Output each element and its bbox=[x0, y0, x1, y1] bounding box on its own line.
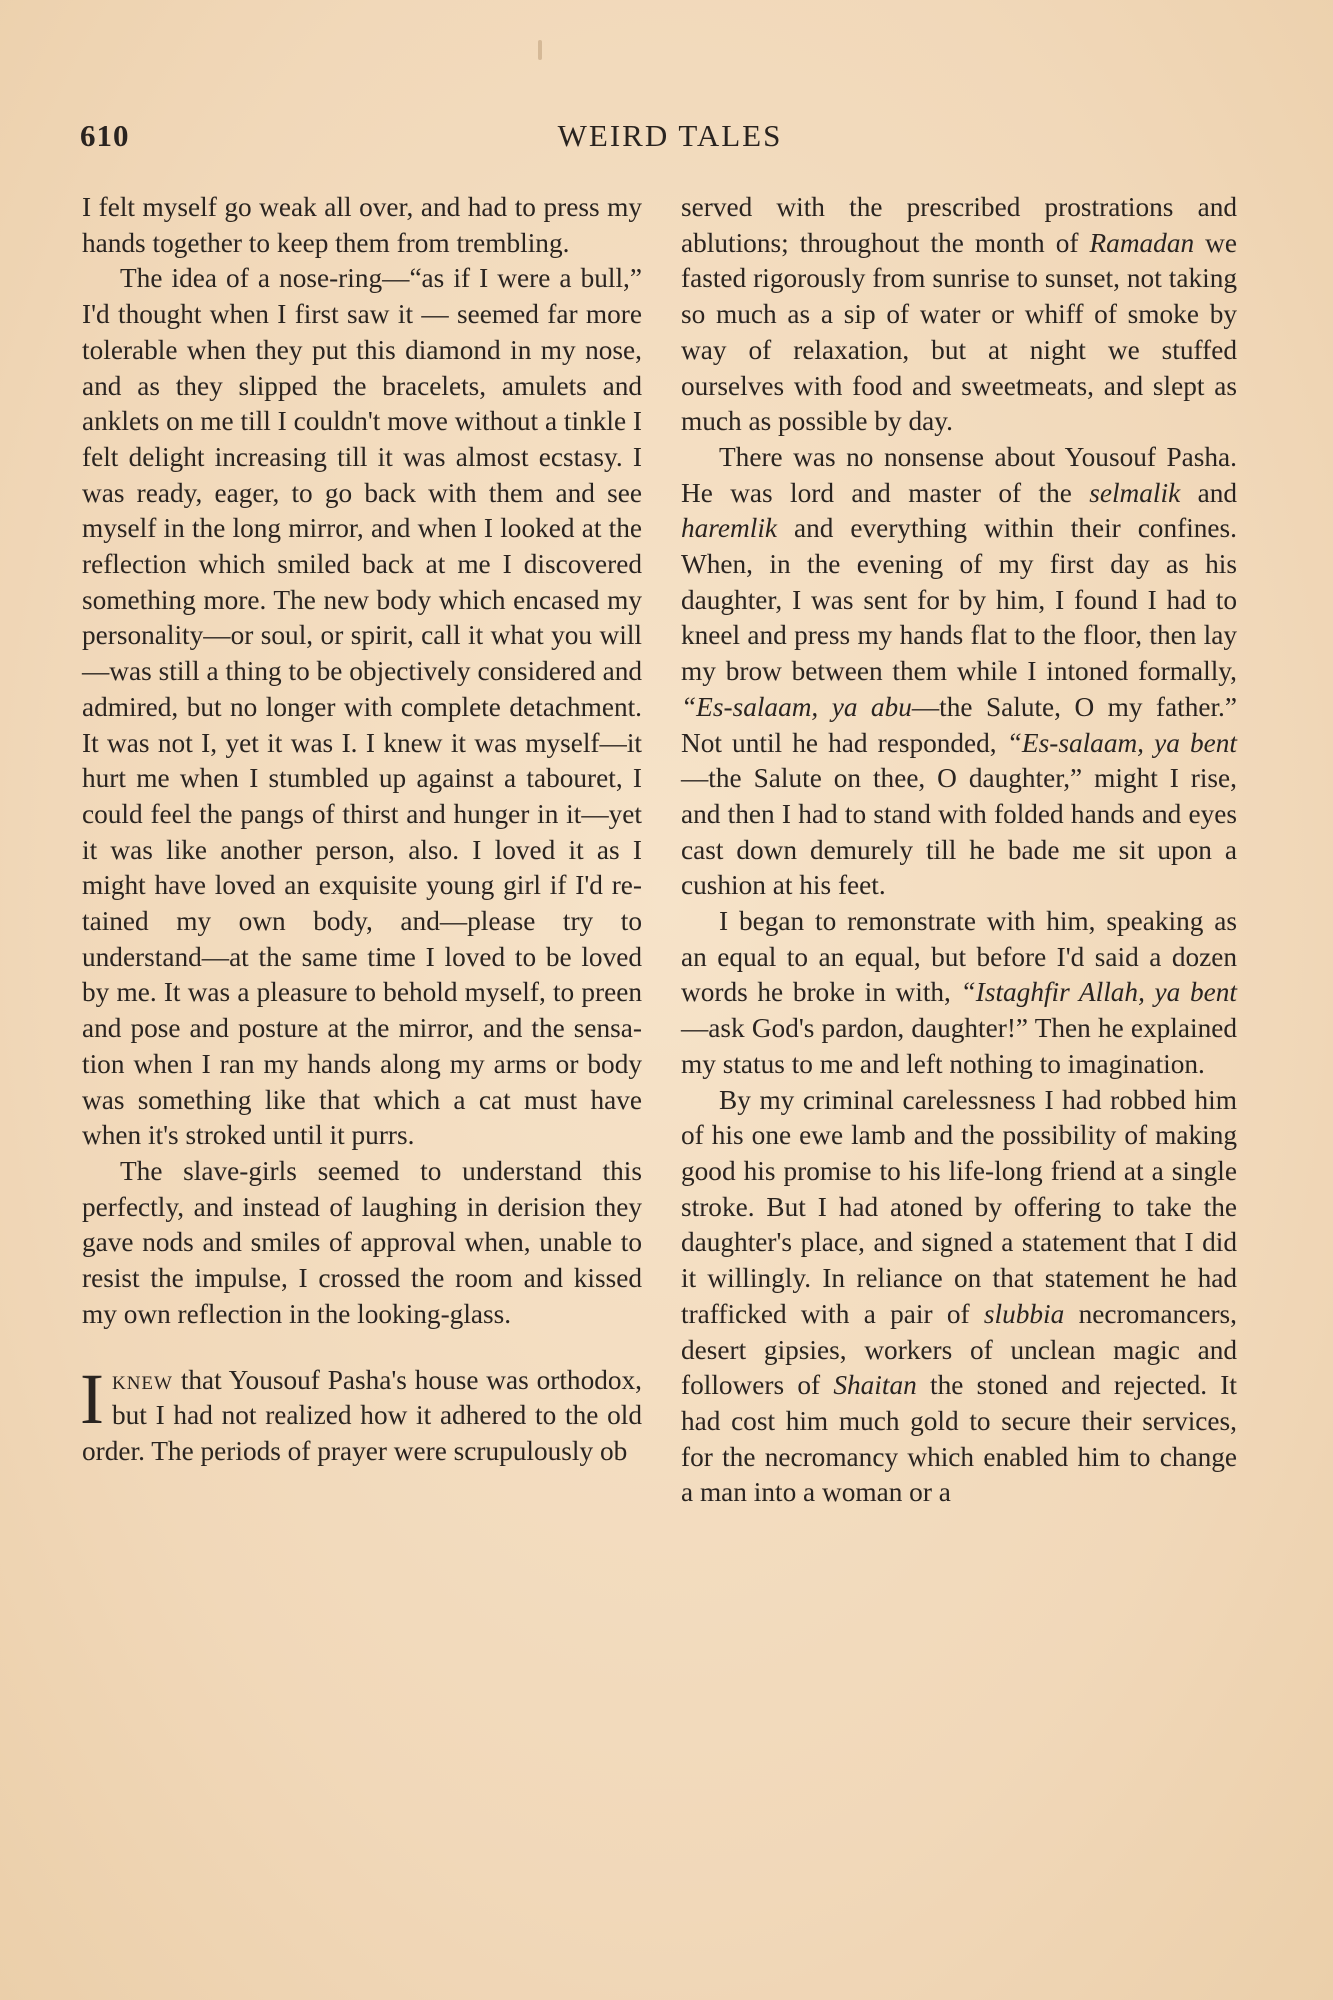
text-segment: the stoned and rejected. It had cost him much gold to secure their services, for the necromancy which enabled him to change a man into a woman or a bbox=[681, 1370, 1237, 1508]
italic-term: haremlik bbox=[681, 513, 778, 544]
paragraph bbox=[681, 190, 1237, 440]
left-column bbox=[82, 190, 642, 1470]
text-segment: —the Salute, O my father.” Not until he had responded, bbox=[681, 691, 1237, 758]
page-smudge bbox=[538, 40, 542, 60]
right-column bbox=[681, 190, 1237, 1511]
text-segment: —the Salute on thee, O daughter,” might I rise, and then I had to stand with folded hands and eyes cast down demurely till he bade me sit upon a cushion at his feet. bbox=[681, 763, 1237, 901]
text-segment: served with the prescribed prostrations and ablutions; throughout the month of bbox=[681, 192, 1237, 258]
paragraph: I felt myself go weak all over, and had to press my hands together to keep them from trembling. bbox=[82, 192, 642, 258]
running-title: WEIRD TALES bbox=[557, 118, 783, 153]
italic-term: Shaitan bbox=[833, 1370, 917, 1401]
paragraph-text: that Yousouf Pasha's house was orthodox, but I had not realized how it adhered to the old order. The periods of prayer were scrupulously ob bbox=[82, 1364, 642, 1466]
section-paragraph bbox=[80, 1358, 642, 1470]
italic-term: Ramadan bbox=[1089, 227, 1195, 258]
paragraph bbox=[681, 440, 1237, 904]
text-segment: and bbox=[1180, 477, 1237, 508]
page-header bbox=[80, 118, 1240, 158]
small-caps-lead: knew bbox=[111, 1364, 173, 1395]
paragraph: The slave-girls seemed to understand this perfectly, and instead of laughing in derision they gave nods and smiles of approval when, unable to resist the impulse, I crossed the room and kissed my own reflection in the looking-glass. bbox=[82, 1155, 642, 1329]
text-segment: and everything within their confines. When, in the evening of my first day as his daughter, I was sent for by him, I found I had to kneel and press my hands flat to the floor, then lay my brow between them while I intoned formally, bbox=[681, 513, 1237, 687]
italic-term: slubbia bbox=[983, 1298, 1065, 1329]
text-segment: necromancers, desert gipsies, workers of unclean magic and followers of bbox=[681, 1298, 1237, 1401]
page-number: 610 bbox=[80, 118, 130, 153]
text-segment: I began to remonstrate with him, speaking as an equal to an equal, but before I'd said a dozen words he broke in with, bbox=[681, 906, 1237, 1008]
paragraph bbox=[681, 1083, 1237, 1511]
text-segment: we fasted rigorously from sunrise to sunset, not taking so much as a sip of water or whiff of smoke by way of relaxation, but at night we stuffed ourselves with food and sweetmeats, and slept as much as possible by day. bbox=[681, 227, 1238, 437]
italic-term: selmalik bbox=[1089, 477, 1181, 508]
text-segment: —ask God's pardon, daughter!” Then he explained my status to me and left nothing to imagination. bbox=[681, 1013, 1237, 1079]
italic-term: “Es-salaam, ya abu bbox=[681, 691, 912, 722]
italic-term: “Istaghfir Allah, ya bent bbox=[960, 977, 1237, 1008]
paragraph: The idea of a nose-ring—“as if I were a bull,” I'd thought when I first saw it — seemed far more tolerable when they put this diamond in my nose, and as they slipped the bracelets, amulets and anklets on me till I couldn't move without a tinkle I felt delight increasing till it was almost ecstasy. I was ready, eager, to go back with them and see myself in the long mirror, and when I looked at the reflection which smiled back at me I discovered something more. The new body which encased my personality—or soul, or spirit, call it what you will—was still a thing to be objectively considered and admired, but no longer with complete detachment. It was not I, yet it was I. I knew it was myself—it hurt me when I stumbled up against a tabouret, I could feel the pangs of thirst and hunger in it—yet it was like another person, also. I loved it as I might have loved an exquisite young girl if I'd retained my own body, and—please try to understand—at the same time I loved to be loved by me. It was a pleasure to behold myself, to preen and pose and posture at the mirror, and the sensation when I ran my hands along my arms or body was something like that which a cat must have when it's stroked until it purrs. bbox=[82, 263, 642, 1151]
text-segment: There was no nonsense about Yousouf Pasha. He was lord and master of the bbox=[681, 441, 1237, 508]
paragraph bbox=[681, 904, 1237, 1083]
italic-term: “Es-salaam, ya bent bbox=[1006, 727, 1237, 758]
text-segment: By my criminal carelessness I had robbed him of his one ewe lamb and the possibility of making good his promise to his life-long friend at a single stroke. But I had atoned by offering to take the daughter's place, and signed a statement that I did it willingly. In reliance on that statement he had trafficked with a pair of bbox=[681, 1084, 1237, 1329]
drop-cap: I bbox=[80, 1358, 104, 1439]
